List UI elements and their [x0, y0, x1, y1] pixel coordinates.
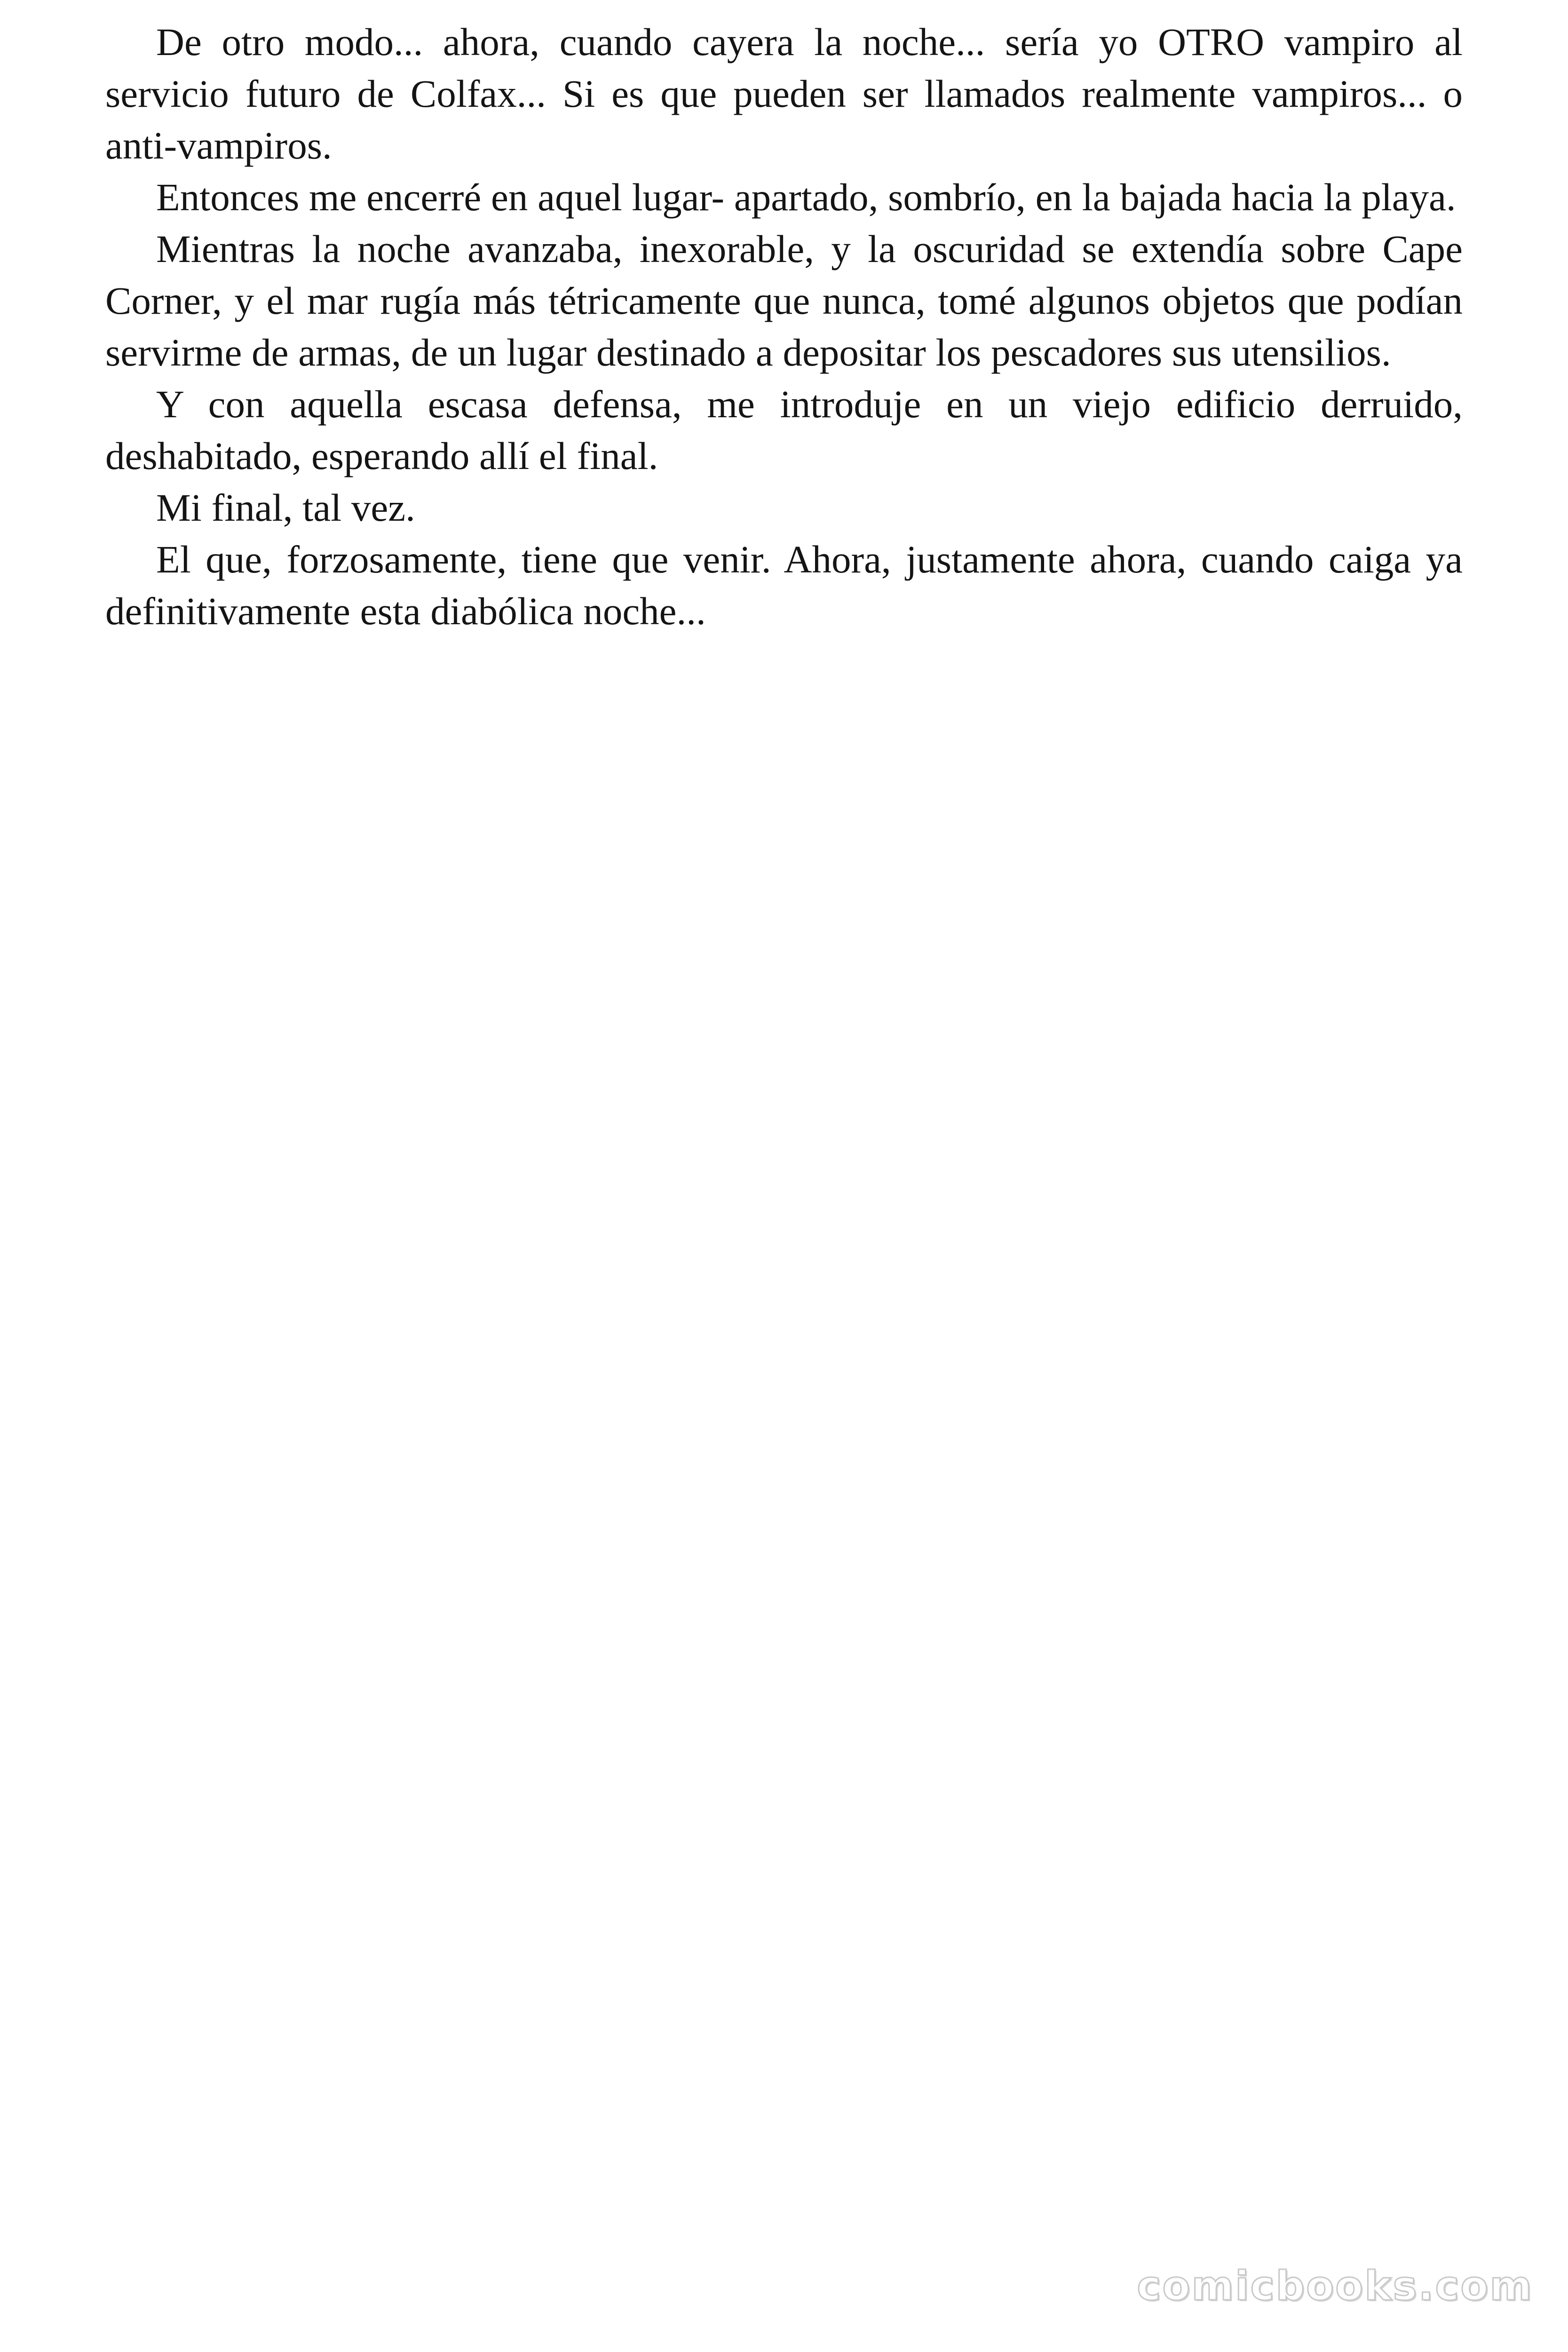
- paragraph: Mientras la noche avanzaba, inexorable, y la oscuridad se extendía sobre Cape Corner, y el mar rugía más tétricamente que nunca, tomé algunos objetos que podían servirme de armas, de un lugar destinado a depositar los pescadores sus utensilios.: [105, 227, 1463, 374]
- body-text: [105, 16, 1463, 637]
- watermark: comicbooks.com: [1137, 2263, 1533, 2310]
- paragraph: Y con aquella escasa defensa, me introduje en un viejo edificio derruido, deshabitado, esperando allí el final.: [105, 382, 1463, 477]
- paragraph: El que, forzosamente, tiene que venir. Ahora, justamente ahora, cuando caiga ya definitivamente esta diabólica noche...: [105, 538, 1463, 633]
- paragraph: Mi final, tal vez.: [156, 486, 415, 529]
- paragraph: De otro modo... ahora, cuando cayera la noche... sería yo OTRO vampiro al servicio futuro de Colfax... Si es que pueden ser llamados realmente vampiros... o anti-vampiros.: [105, 20, 1463, 167]
- paragraph: Entonces me encerré en aquel lugar- apartado, sombrío, en la bajada hacia la playa.: [156, 175, 1456, 219]
